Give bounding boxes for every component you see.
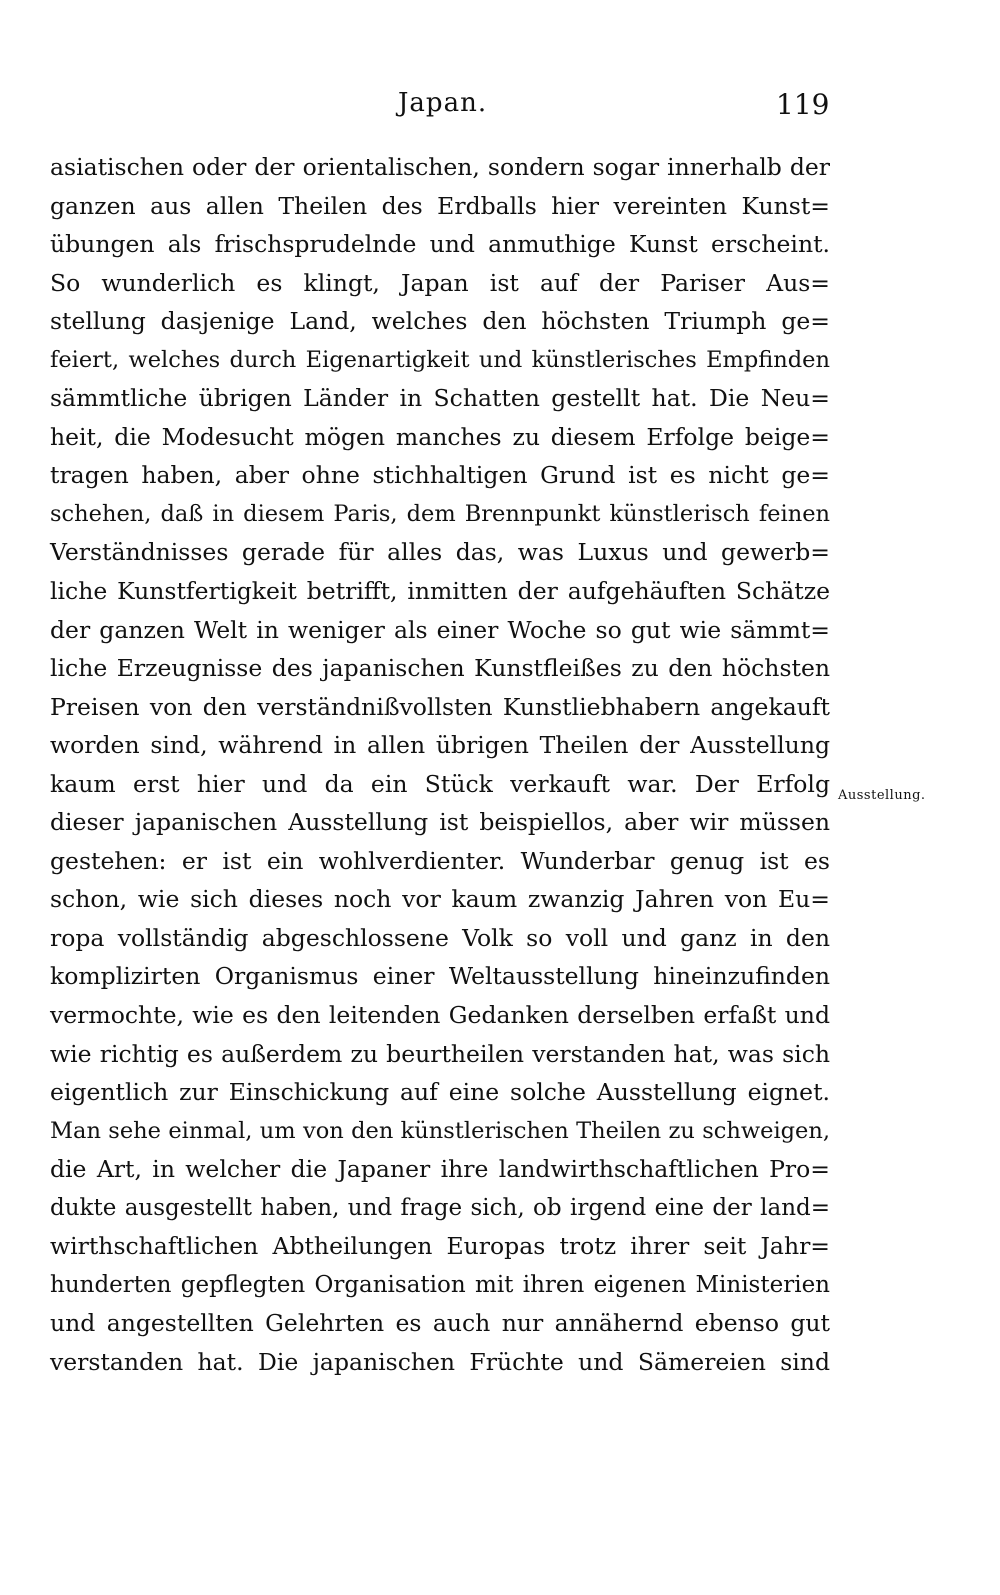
text-line: asiatischen oder der orientalischen, sondern sogar innerhalb der bbox=[50, 153, 830, 181]
text-line: der ganzen Welt in weniger als einer Woche so gut wie sämmt= bbox=[50, 615, 830, 644]
text-line: schehen, daß in diesem Paris, dem Brennpunkt künstlerisch feinen bbox=[50, 500, 830, 527]
text-line: ropa vollständig abgeschlossene Volk so voll und ganz in den bbox=[50, 923, 830, 952]
text-line: dieser japanischen Ausstellung ist beispiellos, aber wir müssen bbox=[50, 808, 830, 837]
text-line: stellung dasjenige Land, welches den höchsten Triumph ge= bbox=[50, 307, 830, 336]
text-line: kaum erst hier und da ein Stück verkauft war. Der Erfolg bbox=[50, 769, 830, 798]
text-line: ganzen aus allen Theilen des Erdballs hier vereinten Kunst= bbox=[50, 191, 830, 220]
running-title: Japan. bbox=[398, 88, 488, 118]
text-line: feiert, welches durch Eigenartigkeit und künstlerisches Empfinden bbox=[50, 346, 830, 373]
text-line: übungen als frischsprudelnde und anmuthige Kunst erscheint. bbox=[50, 230, 830, 259]
text-line: hunderten gepflegten Organisation mit ihren eigenen Ministerien bbox=[50, 1271, 830, 1298]
text-line: So wunderlich es klingt, Japan ist auf der Pariser Aus= bbox=[50, 268, 830, 297]
text-line: komplizirten Organismus einer Weltausstellung hineinzufinden bbox=[50, 962, 830, 991]
text-line: schon, wie sich dieses noch vor kaum zwanzig Jahren von Eu= bbox=[50, 885, 830, 914]
text-line: worden sind, während in allen übrigen Theilen der Ausstellung bbox=[50, 731, 830, 760]
text-line: vermochte, wie es den leitenden Gedanken derselben erfaßt und bbox=[50, 1001, 830, 1030]
text-line: tragen haben, aber ohne stichhaltigen Grund ist es nicht ge= bbox=[50, 461, 830, 490]
text-line: wirthschaftlichen Abtheilungen Europas trotz ihrer seit Jahr= bbox=[50, 1232, 830, 1261]
text-line: Man sehe einmal, um von den künstlerischen Theilen zu schweigen, bbox=[50, 1117, 830, 1144]
text-line: eigentlich zur Einschickung auf eine solche Ausstellung eignet. bbox=[50, 1078, 830, 1107]
page-number: 119 bbox=[776, 88, 830, 121]
text-line: dukte ausgestellt haben, und frage sich, ob irgend eine der land= bbox=[50, 1194, 830, 1221]
text-line: wie richtig es außerdem zu beurtheilen verstanden hat, was sich bbox=[50, 1039, 830, 1068]
text-line: die Art, in welcher die Japaner ihre landwirthschaftlichen Pro= bbox=[50, 1155, 830, 1184]
text-line: heit, die Modesucht mögen manches zu diesem Erfolge beige= bbox=[50, 422, 830, 451]
marginal-note: Ausstellung. bbox=[838, 788, 926, 803]
text-line: Preisen von den verständnißvollsten Kunstliebhabern angekauft bbox=[50, 692, 830, 721]
text-line: liche Erzeugnisse des japanischen Kunstfleißes zu den höchsten bbox=[50, 654, 830, 683]
text-line: und angestellten Gelehrten es auch nur annähernd ebenso gut bbox=[50, 1309, 830, 1338]
running-head bbox=[0, 88, 1000, 128]
body-text bbox=[50, 148, 830, 1382]
text-line: gestehen: er ist ein wohlverdienter. Wunderbar genug ist es bbox=[50, 846, 830, 875]
text-line: sämmtliche übrigen Länder in Schatten gestellt hat. Die Neu= bbox=[50, 384, 830, 413]
text-line: Verständnisses gerade für alles das, was Luxus und gewerb= bbox=[50, 538, 830, 567]
text-line: verstanden hat. Die japanischen Früchte und Sämereien sind bbox=[50, 1347, 830, 1376]
text-line: liche Kunstfertigkeit betrifft, inmitten der aufgehäuften Schätze bbox=[50, 577, 830, 606]
